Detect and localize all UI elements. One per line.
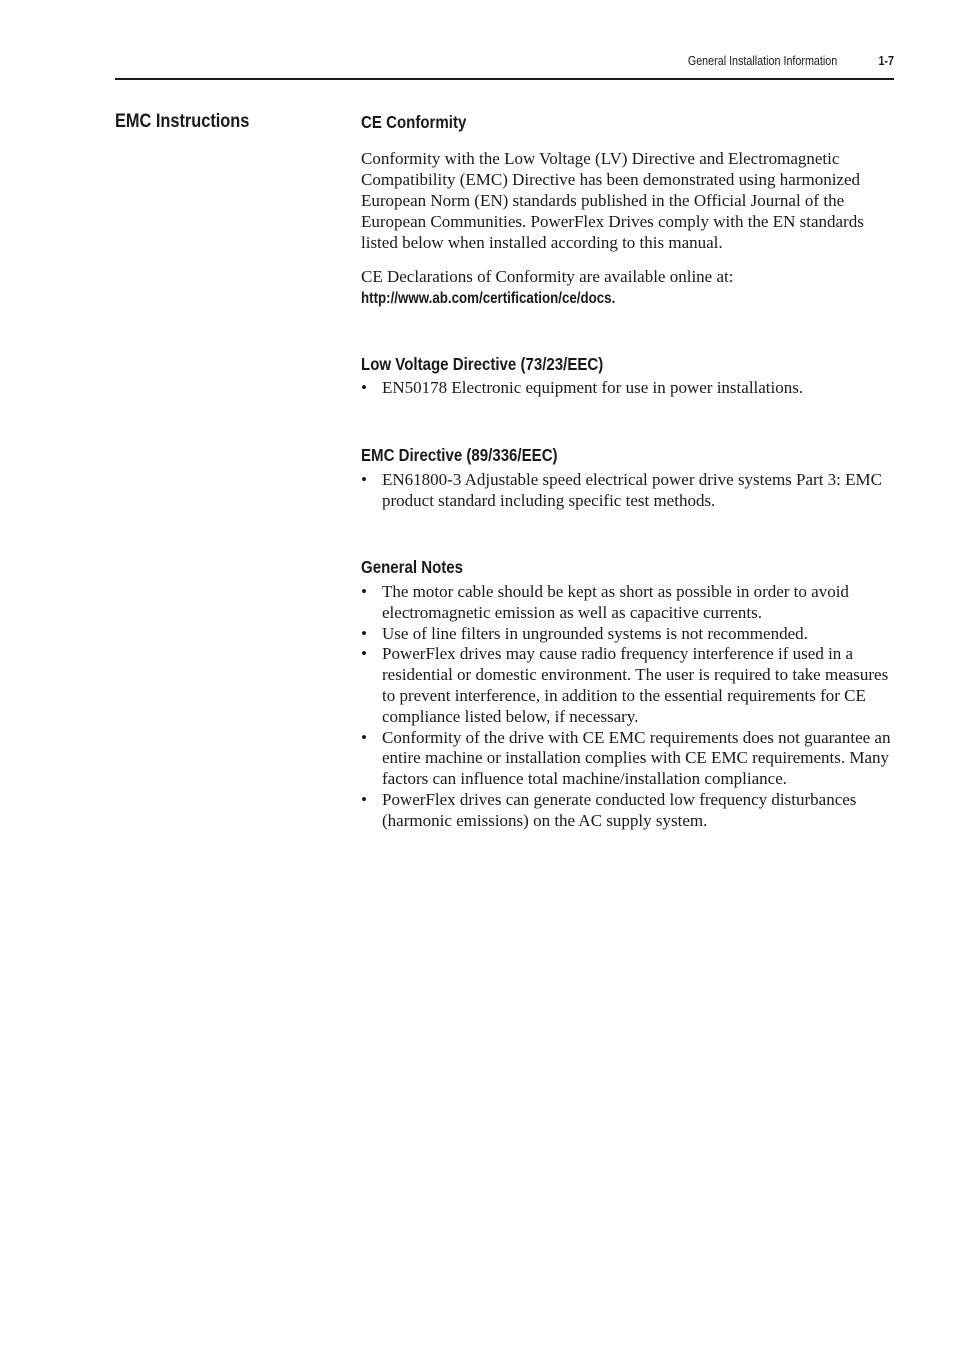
- list-item: • Use of line filters in ungrounded systems is not recommended.: [361, 624, 891, 645]
- general-notes-heading: General Notes: [361, 557, 464, 577]
- emc-directive-heading: EMC Directive (89/336/EEC): [361, 445, 558, 465]
- emc-directive-list: [361, 470, 891, 512]
- ce-declarations-paragraph: [361, 266, 891, 309]
- low-voltage-list: [361, 378, 891, 399]
- running-header: [224, 54, 894, 72]
- section-title: EMC Instructions: [115, 111, 250, 132]
- ce-declarations-link[interactable]: http://www.ab.com/certification/ce/docs.: [361, 290, 616, 307]
- list-item: • EN50178 Electronic equipment for use in power installations.: [361, 378, 891, 399]
- list-item: • PowerFlex drives may cause radio frequency interference if used in a residential or domestic environment. The user is required to take measures to prevent interference, in addition to the essential requirements for CE compliance listed below, if necessary.: [361, 644, 891, 727]
- list-item: • PowerFlex drives can generate conducted low frequency disturbances (harmonic emissions) on the AC supply system.: [361, 790, 891, 832]
- header-rule: [115, 78, 894, 80]
- ce-declarations-text: CE Declarations of Conformity are available online at:: [361, 267, 734, 286]
- ce-conformity-heading: CE Conformity: [361, 112, 467, 132]
- list-item: • EN61800-3 Adjustable speed electrical power drive systems Part 3: EMC product standard including specific test methods.: [361, 470, 891, 512]
- running-title: General Installation Information: [687, 54, 838, 68]
- general-notes-list: [361, 582, 891, 832]
- list-item: • Conformity of the drive with CE EMC requirements does not guarantee an entire machine or installation complies with CE EMC requirements. Many factors can influence total machine/installation compliance.: [361, 728, 891, 790]
- page-number: 1-7: [878, 54, 894, 68]
- low-voltage-heading: Low Voltage Directive (73/23/EEC): [361, 354, 604, 374]
- list-item: • The motor cable should be kept as short as possible in order to avoid electromagnetic emission as well as capacitive currents.: [361, 582, 891, 624]
- ce-conformity-paragraph: Conformity with the Low Voltage (LV) Directive and Electromagnetic Compatibility (EMC) Directive has been demonstrated using harmonized European Norm (EN) standards published in the Official Journal of the European Communities. PowerFlex Drives comply with the EN standards listed below when installed according to this manual.: [361, 149, 864, 252]
